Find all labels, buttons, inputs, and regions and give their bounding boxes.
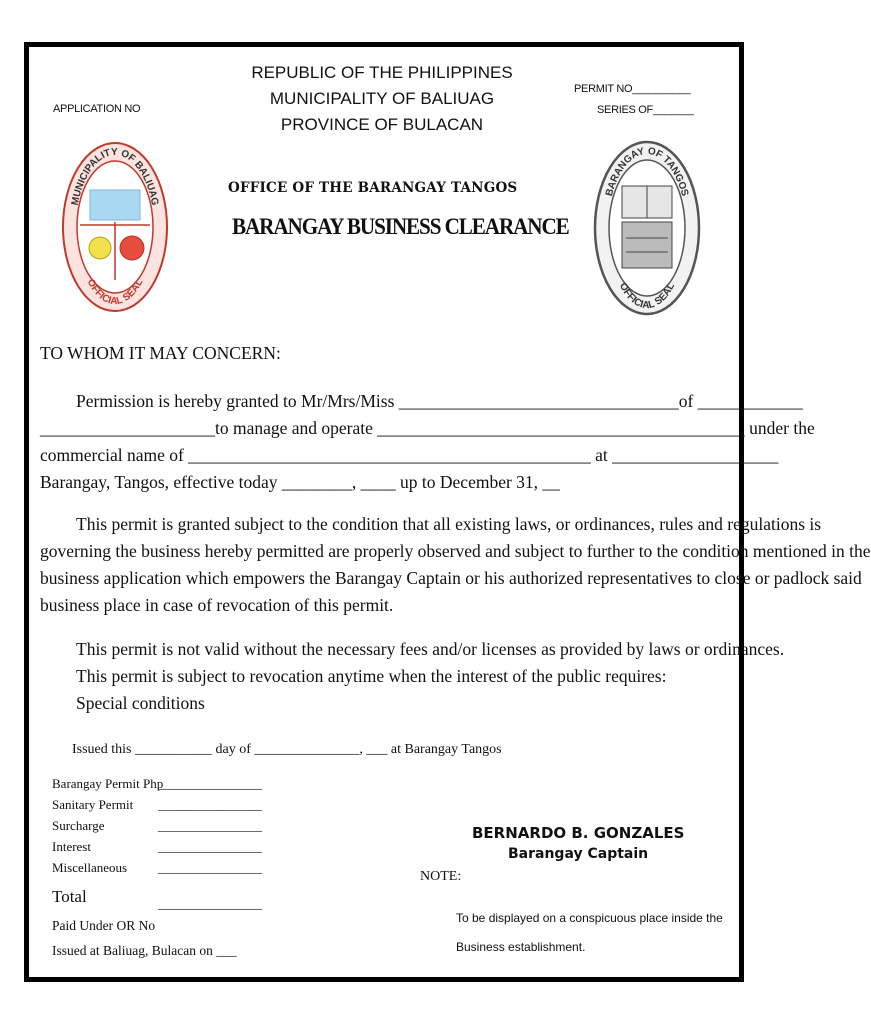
paragraph1-line2: ____________________to manage and operate __________________________________________ under the: [40, 418, 815, 438]
note-label: NOTE:: [420, 869, 462, 884]
paragraph1-line4: Barangay, Tangos, effective today ________, ____ up to December 31, __: [40, 472, 560, 492]
issued-at: Issued at Baliuag, Bulacan on ___: [52, 943, 237, 958]
fee-label-surcharge: Surcharge: [52, 818, 105, 833]
paragraph1-line3: commercial name of ______________________________________________ at ___________________: [40, 445, 779, 465]
series-of-label: SERIES OF_______: [597, 104, 694, 116]
paragraph3-line1: This permit is not valid without the necessary fees and/or licenses as provided by laws or ordinances.: [76, 639, 785, 659]
svg-text:BARANGAY OF TANGOS: BARANGAY OF TANGOS: [603, 145, 691, 198]
svg-text:OFFICIAL SEAL: OFFICIAL SEAL: [616, 281, 678, 312]
fee-value-sanitary: ________________: [158, 797, 262, 812]
header-province: PROVINCE OF BULACAN: [280, 115, 484, 134]
svg-text:OFFICIAL SEAL: OFFICIAL SEAL: [84, 277, 146, 308]
office-heading: OFFICE OF THE BARANGAY TANGOS: [228, 180, 518, 196]
fee-label-permit: Barangay Permit Php: [52, 776, 164, 791]
application-no-label: APPLICATION NO: [53, 103, 141, 115]
paragraph3-line3: Special conditions: [76, 693, 205, 713]
permit-no-label: PERMIT NO__________: [574, 83, 691, 95]
fee-label-miscellaneous: Miscellaneous: [52, 860, 128, 875]
signatory-title: Barangay Captain: [508, 846, 649, 862]
total-value: ________________: [158, 896, 262, 911]
fee-label-sanitary: Sanitary Permit: [52, 797, 134, 812]
svg-text:MUNICIPALITY OF BALIUAG: MUNICIPALITY OF BALIUAG: [69, 146, 161, 207]
paragraph2-line2: governing the business hereby permitted are properly observed and subject to further to the condition mentioned in the: [40, 541, 871, 561]
note-line2: Business establishment.: [456, 940, 586, 954]
paragraph2-line1: This permit is granted subject to the condition that all existing laws, or ordinances, rules and regulations is: [76, 514, 822, 534]
document-title: BARANGAY BUSINESS CLEARANCE: [232, 214, 569, 239]
fee-value-surcharge: ________________: [158, 818, 262, 833]
signatory-name: BERNARDO B. GONZALES: [472, 824, 685, 842]
paragraph3-line2: This permit is subject to revocation anytime when the interest of the public requires:: [76, 666, 667, 686]
salutation: TO WHOM IT MAY CONCERN:: [40, 343, 281, 363]
paragraph2-line4: business place in case of revocation of this permit.: [40, 595, 394, 615]
paragraph2-line3: business application which empowers the Barangay Captain or his authorized representatives to close or padlock said: [40, 568, 862, 588]
note-line1: To be displayed on a conspicuous place inside the: [456, 911, 723, 925]
fee-value-miscellaneous: ________________: [158, 860, 262, 875]
header-republic: REPUBLIC OF THE PHILIPPINES: [251, 63, 513, 82]
fee-value-permit: ________________: [158, 776, 262, 791]
header-municipality: MUNICIPALITY OF BALIUAG: [269, 89, 495, 108]
issued-line: Issued this ___________ day of _______________, ___ at Barangay Tangos: [72, 742, 502, 757]
paragraph1-line1: Permission is hereby granted to Mr/Mrs/Miss ________________________________of ____________: [76, 391, 803, 411]
fee-label-interest: Interest: [52, 839, 91, 854]
total-label: Total: [52, 887, 87, 906]
municipality-seal-icon: [60, 140, 170, 315]
barangay-seal-icon: [592, 138, 702, 318]
paid-under-or: Paid Under OR No: [52, 918, 156, 933]
fee-value-interest: ________________: [158, 839, 262, 854]
